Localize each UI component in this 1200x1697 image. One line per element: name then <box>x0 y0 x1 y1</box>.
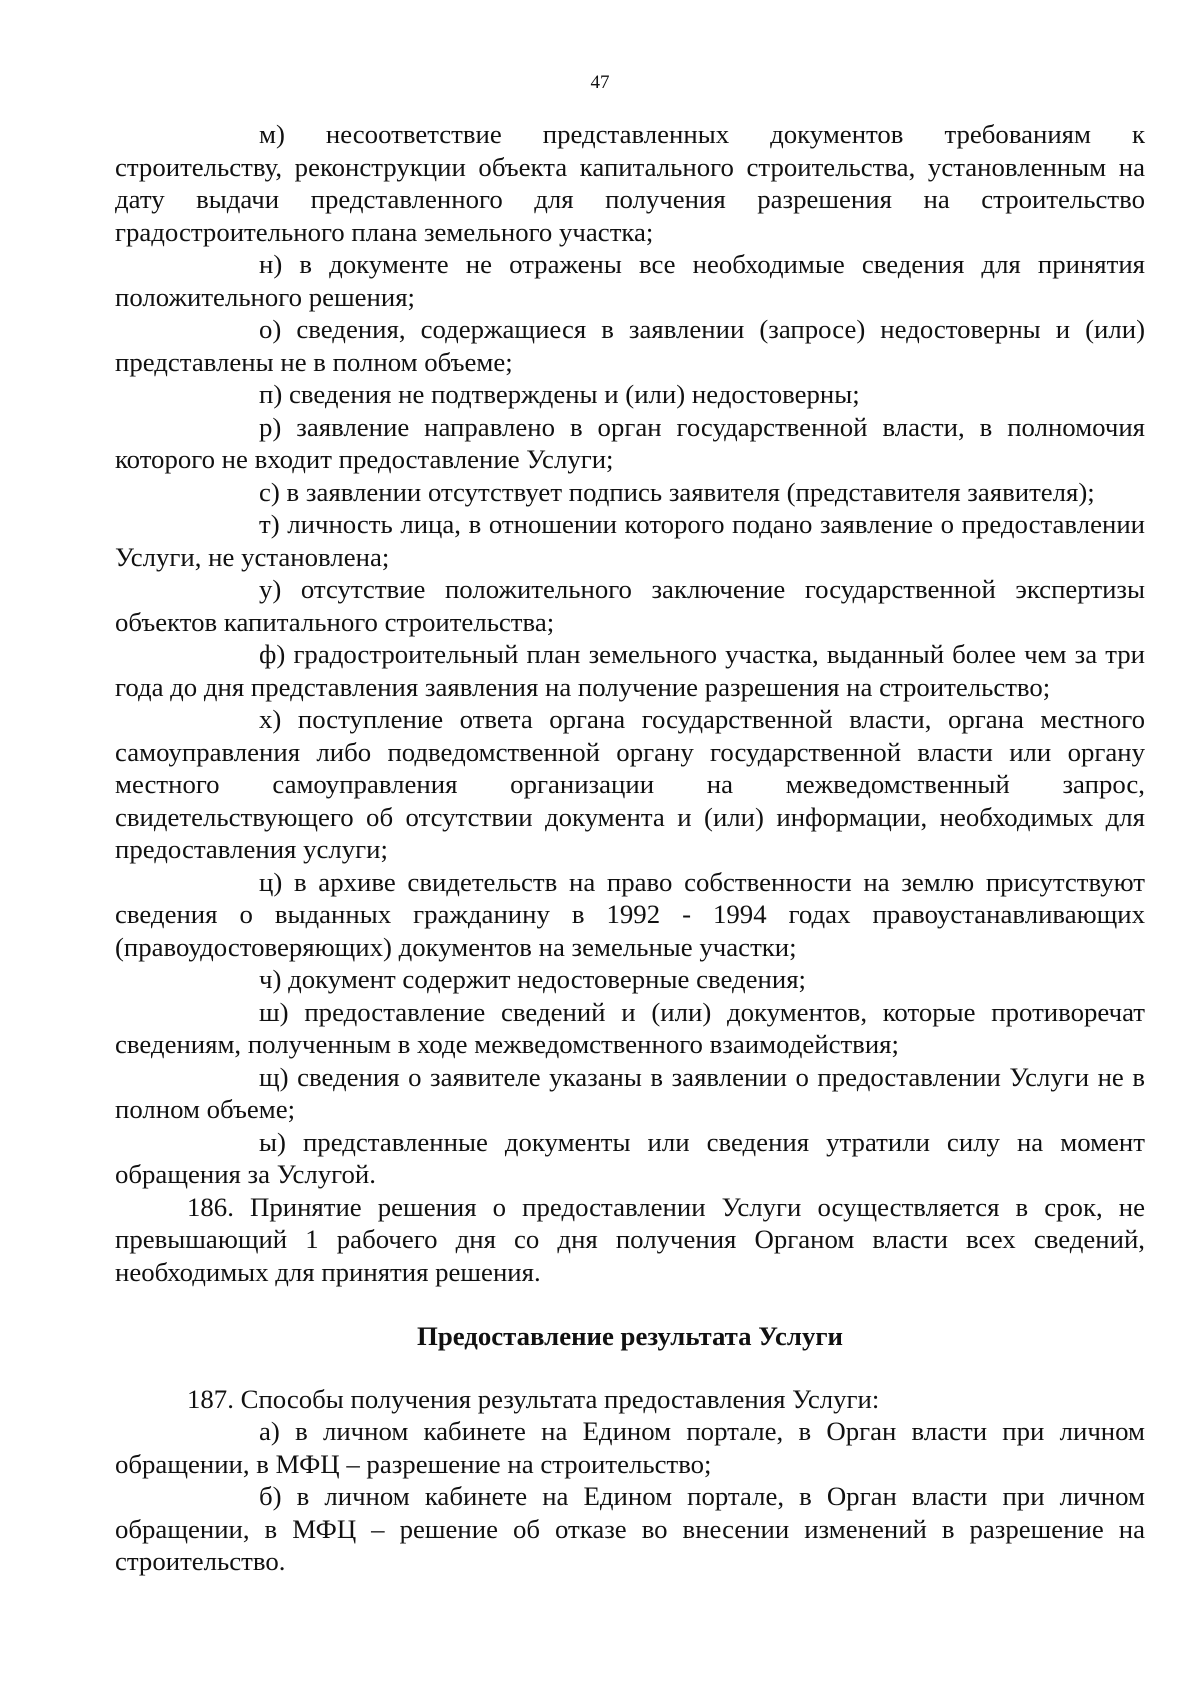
list-item <box>115 411 1145 476</box>
list-item-text: сведения не подтверждены и (или) недостоверны; <box>288 379 860 409</box>
list-item-text: градостроительный план земельного участка, выданный более чем за три года до дня представления заявления на получение разрешения на строительство; <box>115 639 1145 702</box>
list-item-marker: щ) <box>259 1061 289 1092</box>
section-heading: Предоставление результата Услуги <box>417 1321 843 1351</box>
list-item <box>115 573 1145 638</box>
list-item-marker: ц) <box>259 866 283 897</box>
list-item-text: предоставление сведений и (или) документов, которые противоречат сведениям, полученным в ходе межведомственного взаимодействия; <box>115 996 1145 1059</box>
list-item <box>115 248 1145 313</box>
list-item <box>115 866 1145 964</box>
list-item-text: представленные документы или сведения утратили силу на момент обращения за Услугой. <box>115 1126 1145 1189</box>
list-item-marker: ы) <box>259 1126 286 1157</box>
list-item-marker: у) <box>259 574 282 604</box>
list-item-text: в архиве свидетельств на право собственности на землю присутствуют сведения о выданных гражданину в 1992 - 1994 годах правоустанавливающих (правоудостоверяющих) документов на земельные участки; <box>115 866 1146 962</box>
list-item-marker: н) <box>259 249 283 279</box>
list-item-marker: ч) <box>259 964 282 994</box>
list-item-text: в личном кабинете на Едином портале, в Орган власти при личном обращении, в МФЦ – решение об отказе во внесении изменений в разрешение на строительство. <box>115 1481 1145 1576</box>
refusal-grounds-list <box>115 118 1145 1191</box>
list-item-marker: м) <box>259 119 285 149</box>
list-item-marker: т) <box>259 509 280 539</box>
list-item-text: несоответствие представленных документов требованиям к строительству, реконструкции объекта капитального строительства, установленным на дату выдачи представленного для получения разрешения на строительство градостроительного плана земельного участка; <box>115 119 1145 247</box>
list-item-text: в заявлении отсутствует подпись заявителя (представителя заявителя); <box>286 476 1095 507</box>
list-item <box>115 313 1145 378</box>
list-item-text: сведения, содержащиеся в заявлении (запросе) недостоверны и (или) представлены не в полном объеме; <box>115 314 1145 377</box>
list-item-text: документ содержит недостоверные сведения; <box>288 964 807 994</box>
list-item <box>115 476 1145 509</box>
list-item <box>115 996 1145 1061</box>
list-item-text: отсутствие положительного заключение государственной экспертизы объектов капитального строительства; <box>115 574 1145 637</box>
list-item-text: поступление ответа органа государственной власти, органа местного самоуправления либо подведомственной органу государственной власти или органу местного самоуправления организации на межведомственный запрос, свидетельствующего об отсутствии документа и (или) информации, необходимых для предоставления услуги; <box>115 704 1145 864</box>
document-body <box>115 118 1145 1578</box>
paragraph-187: 187. Способы получения результата предоставления Услуги: <box>187 1383 880 1414</box>
list-item-marker: ш) <box>259 996 289 1027</box>
list-item <box>115 703 1145 866</box>
page-number: 47 <box>590 72 610 93</box>
list-item-text: сведения о заявителе указаны в заявлении о предоставлении Услуги не в полном объеме; <box>115 1061 1145 1124</box>
list-item-text: заявление направлено в орган государственной власти, в полномочия которого не входит предоставление Услуги; <box>115 411 1145 474</box>
list-item <box>115 1126 1145 1191</box>
list-item-text: в личном кабинете на Едином портале, в Орган власти при личном обращении, в МФЦ – разрешение на строительство; <box>115 1416 1145 1479</box>
list-item-marker: п) <box>259 379 283 409</box>
list-item-marker: а) <box>259 1416 280 1446</box>
list-item-marker: о) <box>259 314 282 344</box>
list-item <box>115 1061 1145 1126</box>
paragraph-186: 186. Принятие решения о предоставлении Услуги осуществляется в срок, не превышающий 1 рабочего дня со дня получения Органом власти всех сведений, необходимых для принятия решения. <box>115 1191 1145 1287</box>
list-item <box>115 508 1145 573</box>
list-item-text: в документе не отражены все необходимые сведения для принятия положительного решения; <box>115 249 1145 312</box>
list-item <box>115 638 1145 703</box>
list-item <box>115 1480 1145 1578</box>
list-item <box>115 378 1145 411</box>
list-item-marker: б) <box>259 1481 282 1511</box>
list-item-marker: р) <box>259 411 282 442</box>
list-item-marker: ф) <box>259 639 286 669</box>
result-methods-list <box>115 1415 1145 1578</box>
list-item-marker: х) <box>259 704 282 734</box>
list-item <box>115 1415 1145 1480</box>
list-item <box>115 963 1145 996</box>
list-item <box>115 118 1145 248</box>
list-item-text: личность лица, в отношении которого подано заявление о предоставлении Услуги, не установлена; <box>115 509 1146 572</box>
list-item-marker: с) <box>259 476 280 507</box>
